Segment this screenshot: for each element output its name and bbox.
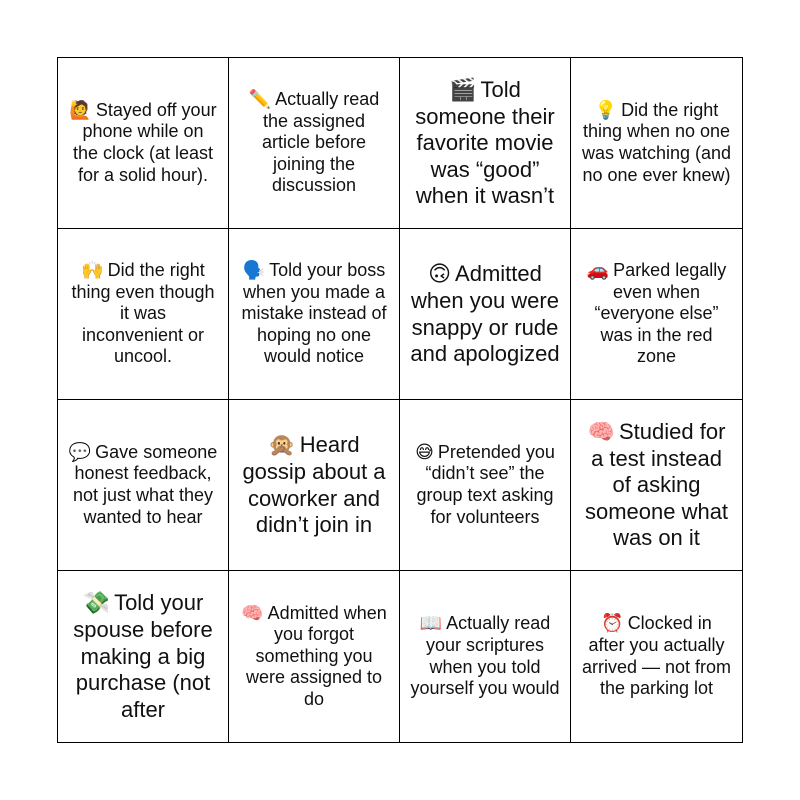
bingo-cell[interactable] xyxy=(58,229,229,400)
cell-label: Gave someone honest feedback, not just what they wanted to hear xyxy=(72,441,218,527)
cell-label: Studied for a test instead of asking someone what was on it xyxy=(584,418,729,551)
bingo-cell[interactable] xyxy=(400,229,571,400)
cell-label: Heard gossip about a coworker and didn’t join in xyxy=(242,431,386,537)
bingo-cell[interactable] xyxy=(58,571,229,742)
bingo-cell-text xyxy=(239,432,389,539)
bingo-cell[interactable] xyxy=(571,400,742,571)
cell-label: Pretended you “didn’t see” the group text asking for volunteers xyxy=(416,441,555,527)
cell-label: Did the right thing when no one was watching (and no one ever knew) xyxy=(581,99,732,185)
bingo-cell-text xyxy=(68,260,218,368)
bingo-cell-text xyxy=(581,419,732,552)
bingo-cell-text xyxy=(239,603,389,711)
car-icon: 🚗 xyxy=(586,260,610,282)
bingo-cell[interactable] xyxy=(400,571,571,742)
cell-label: Actually read the assigned article before joining the discussion xyxy=(261,89,380,196)
pencil-icon: ✏️ xyxy=(248,89,272,111)
bingo-cell-text xyxy=(68,100,218,186)
bingo-cell-text xyxy=(68,590,218,723)
bingo-cell-text xyxy=(410,613,560,699)
upside-down-face-icon: 🙃 xyxy=(428,261,452,287)
bingo-cell[interactable] xyxy=(400,58,571,229)
cell-label: Admitted when you were snappy or rude and apologized xyxy=(410,260,560,366)
raising-hands-icon: 🙌 xyxy=(81,260,104,282)
bingo-cell-text xyxy=(410,77,560,210)
person-raising-hand-icon: 🙋 xyxy=(69,99,92,121)
cell-label: Parked legally even when “everyone else” was in the red zone xyxy=(594,260,727,367)
speak-no-evil-monkey-icon: 🙊 xyxy=(268,432,296,458)
bingo-cell[interactable] xyxy=(229,571,400,742)
cell-label: Actually read your scriptures when you told yourself you would xyxy=(410,613,560,699)
brain-icon: 🧠 xyxy=(587,419,615,445)
bingo-cell-text xyxy=(581,260,732,368)
bingo-cell[interactable] xyxy=(571,571,742,742)
money-with-wings-icon: 💸 xyxy=(82,591,111,617)
speaking-head-icon: 🗣️ xyxy=(242,260,266,282)
bingo-cell-text xyxy=(239,260,389,368)
open-book-icon: 📖 xyxy=(419,613,443,635)
speech-balloon-icon: 💬 xyxy=(68,441,92,463)
cell-label: Admitted when you forgot something you were assigned to do xyxy=(245,602,387,709)
bingo-cell[interactable] xyxy=(571,229,742,400)
bingo-cell[interactable] xyxy=(400,400,571,571)
bingo-cell-text xyxy=(581,613,732,699)
bingo-cell[interactable] xyxy=(229,400,400,571)
bingo-cell[interactable] xyxy=(571,58,742,229)
alarm-clock-icon: ⏰ xyxy=(601,613,624,635)
bingo-cell[interactable] xyxy=(58,400,229,571)
cell-label: Stayed off your phone while on the clock (at least for a solid hour). xyxy=(72,99,217,185)
clapper-board-icon: 🎬 xyxy=(449,77,477,103)
cell-label: Told someone their favorite movie was “good” when it wasn’t xyxy=(415,76,555,209)
grinning-sweat-icon: 😅 xyxy=(415,441,434,463)
bingo-cell-text xyxy=(68,442,218,528)
bingo-cell-text xyxy=(410,442,560,528)
bingo-cell-text xyxy=(581,100,732,186)
bingo-cell-text xyxy=(239,89,389,197)
light-bulb-icon: 💡 xyxy=(594,99,618,121)
cell-label: Did the right thing even though it was inconvenient or uncool. xyxy=(71,260,215,367)
cell-label: Told your boss when you made a mistake instead of hoping no one would notice xyxy=(241,260,387,367)
cell-label: Clocked in after you actually arrived — not from the parking lot xyxy=(581,613,732,699)
cell-label: Told your spouse before making a big purchase (not after xyxy=(73,590,213,722)
bingo-cell[interactable] xyxy=(229,58,400,229)
brain-icon: 🧠 xyxy=(241,602,264,624)
bingo-board xyxy=(57,57,743,743)
bingo-cell[interactable] xyxy=(58,58,229,229)
bingo-cell-text xyxy=(410,261,560,368)
bingo-cell[interactable] xyxy=(229,229,400,400)
